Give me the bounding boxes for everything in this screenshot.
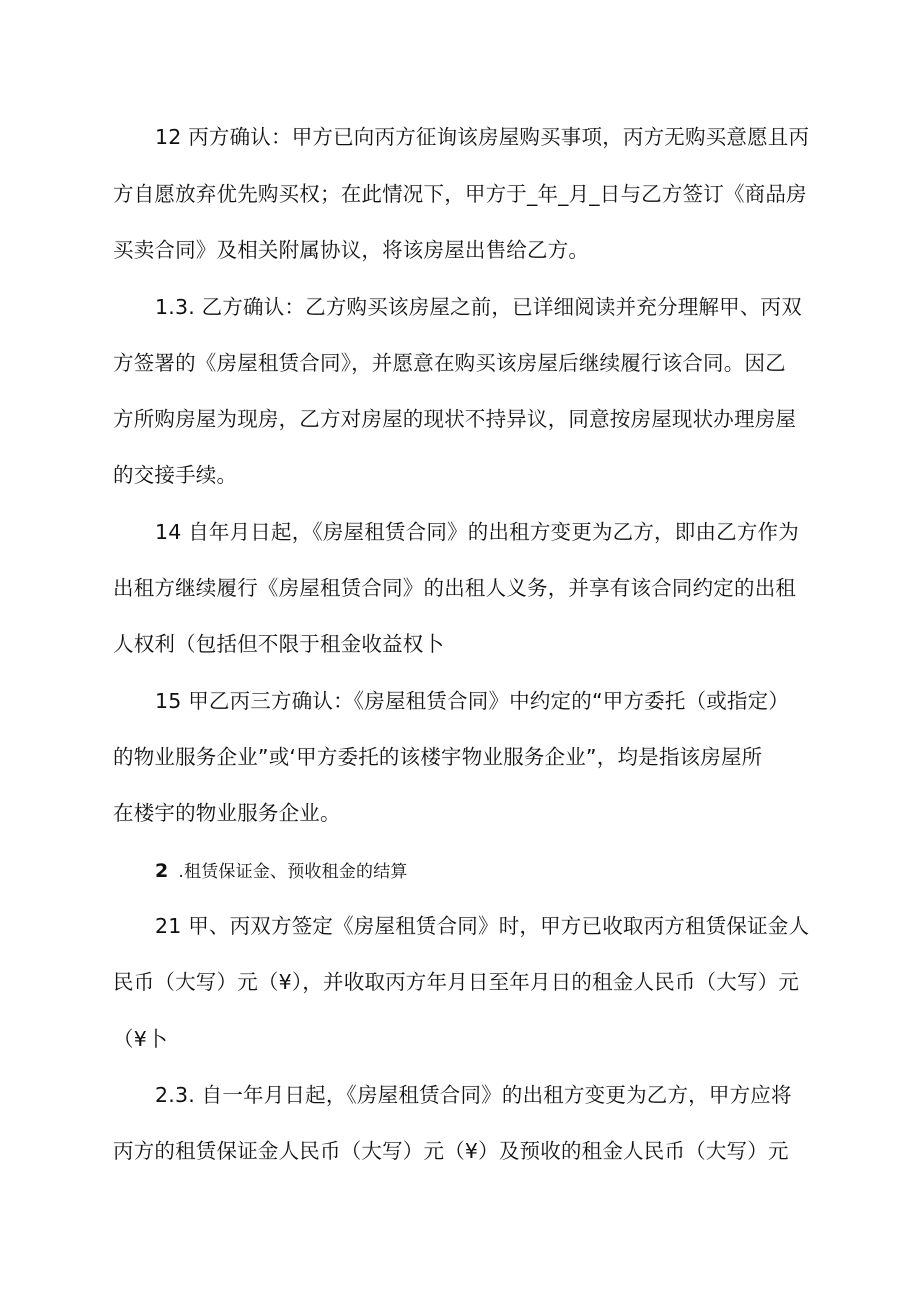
paragraph-1-2-line-2: 方自愿放弃优先购买权；在此情况下，甲方于_年_月_日与乙方签订《商品房 <box>113 182 807 206</box>
paragraph-1-2-line-1: 12 丙方确认：甲方已向丙方征询该房屋购买事项，丙方无购买意愿且丙 <box>155 125 810 149</box>
paragraph-1-3-line-3: 方所购房屋为现房，乙方对房屋的现状不持异议，同意按房屋现状办理房屋 <box>113 407 797 431</box>
paragraph-1-2-line-3: 买卖合同》及相关附属协议，将该房屋出售给乙方。 <box>113 238 590 262</box>
paragraph-1-4-line-1: 14 自年月日起，《房屋租赁合同》的出租方变更为乙方，即由乙方作为 <box>155 520 799 544</box>
section-2-heading <box>155 856 855 887</box>
paragraph-1-3-line-2: 方签署的《房屋租赁合同》，并愿意在购买该房屋后继续履行该合同。因乙 <box>113 351 786 375</box>
paragraph-1-5-line-3: 在楼宇的物业服务企业。 <box>113 801 341 825</box>
paragraph-2-1-line-3: （¥卜 <box>113 1027 168 1051</box>
paragraph-2-3-line-2: 丙方的租赁保证金人民币（大写）元（¥）及预收的租金人民币（大写）元 <box>113 1139 789 1163</box>
paragraph-2-3-line-1: 2.3. 自一年月日起，《房屋租赁合同》的出租方变更为乙方，甲方应将 <box>155 1083 792 1107</box>
paragraph-1-4-line-3: 人权利（包括但不限于租金收益权卜 <box>113 632 445 656</box>
paragraph-1-3-line-4: 的交接手续。 <box>113 463 238 487</box>
section-2-title: .租赁保证金、预收租金的结算 <box>178 862 408 882</box>
paragraph-2-1-line-2: 民币（大写）元（¥），并收取丙方年月日至年月日的租金人民币（大写）元 <box>113 970 800 994</box>
paragraph-1-5-line-1: 15 甲乙丙三方确认：《房屋租赁合同》中约定的“甲方委托（或指定） <box>155 689 790 713</box>
paragraph-1-3-line-1: 1.3. 乙方确认：乙方购买该房屋之前，已详细阅读并充分理解甲、丙双 <box>155 295 802 319</box>
paragraph-1-4-line-2: 出租方继续履行《房屋租赁合同》的出租人义务，并享有该合同约定的出租 <box>113 576 797 600</box>
section-2-number: 2 <box>155 860 169 882</box>
paragraph-2-1-line-1: 21 甲、丙双方签定《房屋租赁合同》时，甲方已收取丙方租赁保证金人 <box>155 914 810 938</box>
paragraph-1-5-line-2: 的物业服务企业”或‘甲方委托的该楼宇物业服务企业”，均是指该房屋所 <box>113 745 763 769</box>
